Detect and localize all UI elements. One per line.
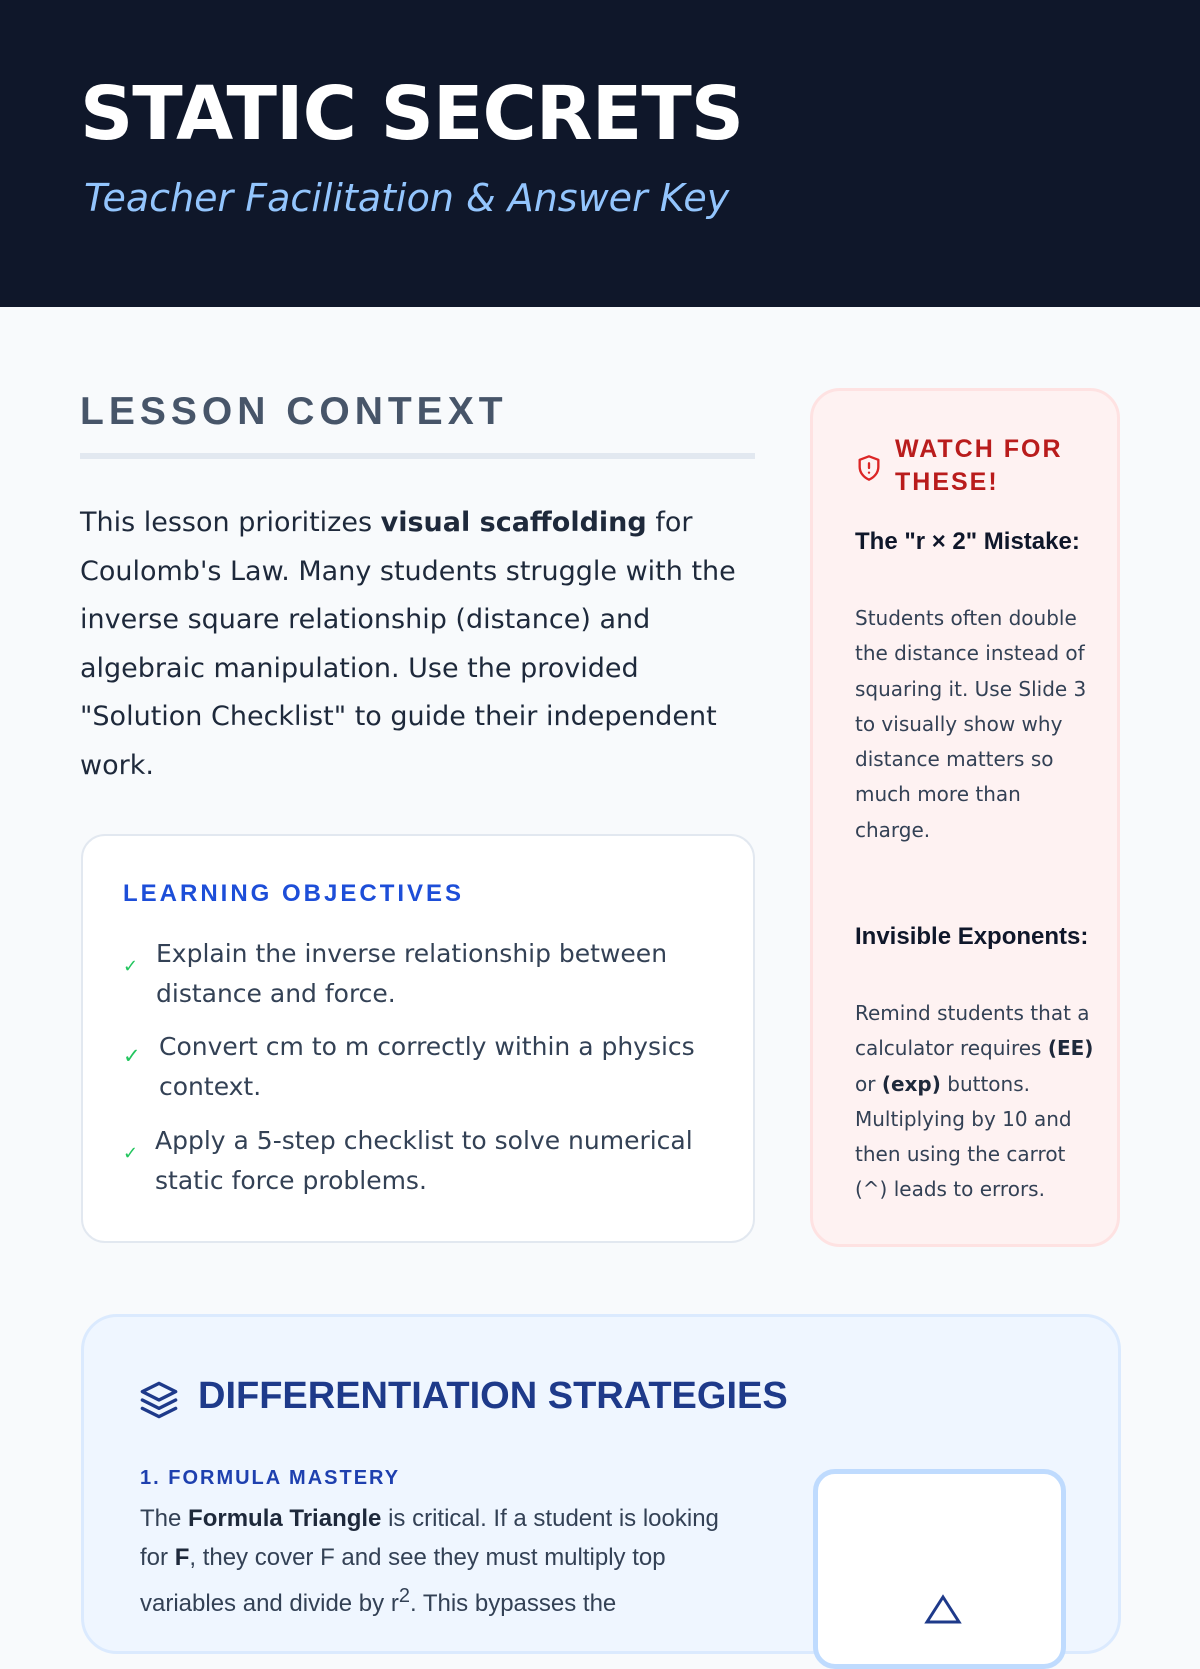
objective-text: Explain the inverse relationship between distance and force. bbox=[156, 939, 668, 1008]
fm-text-3: , they cover F and see they must multiply top variables and divide by r bbox=[140, 1544, 666, 1617]
watch-for-these-card bbox=[810, 388, 1120, 1247]
shield-alert-icon bbox=[855, 453, 883, 483]
check-icon: ✓ bbox=[123, 956, 139, 977]
ee-button-label: (EE) bbox=[1047, 1036, 1094, 1061]
exponent-or: or bbox=[855, 1071, 882, 1096]
differentiation-card bbox=[81, 1314, 1121, 1654]
fm-bold-triangle: Formula Triangle bbox=[188, 1505, 382, 1532]
exp-button-label: (exp) bbox=[881, 1071, 941, 1096]
lesson-context-text-2: for Coulomb's Law. Many students struggle with the inverse square relationship (distance) and algebraic manipulation. Use the provided "Solution Checklist" to guide their independent work. bbox=[80, 507, 736, 781]
fm-text-4: . This bypasses the bbox=[409, 1590, 617, 1617]
differentiation-heading: DIFFERENTIATION STRATEGIES bbox=[198, 1375, 788, 1417]
learning-objectives-heading: LEARNING OBJECTIVES bbox=[123, 880, 465, 907]
triangle-icon bbox=[923, 1594, 963, 1624]
lesson-context-bold: visual scaffolding bbox=[380, 507, 647, 538]
page-subtitle: Teacher Facilitation & Answer Key bbox=[84, 176, 730, 220]
exponent-text-1: Remind students that a calculator requires bbox=[855, 1001, 1090, 1061]
page-header bbox=[0, 0, 1200, 307]
exponent-text bbox=[855, 996, 1095, 1208]
fm-text-2: is critical. If a student is looking for bbox=[140, 1505, 719, 1571]
watch-heading: WATCH FOR THESE! bbox=[895, 435, 1063, 496]
check-icon: ✓ bbox=[123, 1143, 139, 1164]
objective-text: Convert cm to m correctly within a physics context. bbox=[159, 1032, 695, 1101]
exponent-title: Invisible Exponents: bbox=[855, 923, 1089, 950]
lesson-context-text-1: This lesson prioritizes bbox=[80, 507, 381, 538]
mistake-title: The "r × 2" Mistake: bbox=[855, 528, 1080, 555]
layers-icon bbox=[139, 1380, 179, 1420]
lesson-context-paragraph bbox=[80, 499, 760, 790]
formula-mastery-heading: 1. FORMULA MASTERY bbox=[140, 1467, 401, 1489]
learning-objectives-card bbox=[81, 834, 755, 1243]
exponent-text-2: buttons. Multiplying by 10 and then using the carrot (^) leads to errors. bbox=[855, 1071, 1072, 1202]
mistake-text: Students often double the distance instead of squaring it. Use Slide 3 to visually show why distance matters so much more than charge. bbox=[855, 606, 1087, 842]
lesson-context-heading: LESSON CONTEXT bbox=[80, 390, 508, 433]
fm-text-1: The bbox=[140, 1505, 189, 1532]
fm-bold-f: F bbox=[174, 1544, 190, 1571]
objective-text: Apply a 5-step checklist to solve numerical static force problems. bbox=[155, 1126, 693, 1195]
fm-superscript: 2 bbox=[398, 1585, 410, 1607]
section-divider bbox=[80, 453, 755, 459]
page-title: STATIC SECRETS bbox=[80, 71, 744, 157]
formula-mastery-paragraph bbox=[140, 1499, 750, 1623]
check-icon: ✓ bbox=[123, 1044, 141, 1068]
formula-triangle-card bbox=[813, 1469, 1066, 1669]
